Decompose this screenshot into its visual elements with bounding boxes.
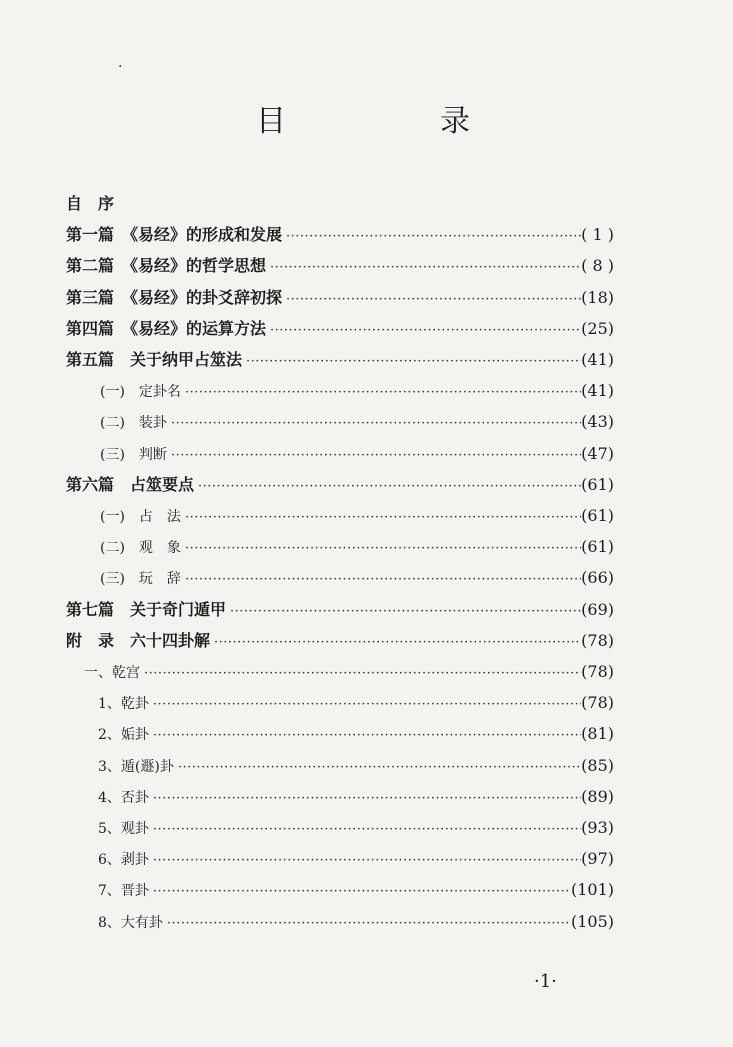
dot-leader	[167, 441, 581, 469]
toc-entry	[98, 844, 614, 874]
toc-entry	[98, 751, 614, 781]
toc-entry-page: (85)	[581, 755, 614, 775]
toc-entry	[98, 907, 614, 937]
toc-entry-label: 第六篇 占筮要点	[66, 474, 195, 494]
page-title: 目 录	[256, 104, 532, 139]
toc-entry-page: (101)	[570, 880, 614, 900]
toc-entry-page: (89)	[581, 786, 614, 806]
toc-entry	[100, 532, 614, 562]
toc-entry-page: (18)	[581, 287, 614, 307]
toc-entry-page: (97)	[581, 849, 614, 869]
toc-entry	[66, 189, 614, 219]
toc-entry	[98, 875, 614, 905]
toc-entry-page: (78)	[581, 693, 614, 713]
toc-entry	[100, 407, 614, 437]
toc-entry-label: 第四篇 《易经》的运算方法	[66, 318, 267, 338]
dot-leader	[163, 909, 571, 937]
toc-entry-label: 7、晋卦	[98, 883, 149, 900]
toc-entry-page: (41)	[581, 381, 614, 401]
toc-entry	[84, 657, 614, 687]
dot-leader	[181, 503, 581, 531]
toc-entry-label: (二) 装卦	[100, 415, 167, 432]
dot-leader	[149, 721, 581, 749]
dot-leader	[149, 815, 581, 843]
toc-entry-label: 第一篇 《易经》的形成和发展	[66, 225, 283, 245]
toc-entry	[66, 314, 614, 344]
toc-entry-page: (69)	[581, 599, 614, 619]
toc-entry	[100, 439, 614, 469]
toc-entry-page: (47)	[581, 443, 614, 463]
toc-entry-label: 第二篇 《易经》的哲学思想	[66, 256, 267, 276]
dot-leader	[282, 285, 581, 313]
toc-entry-label: (三) 玩 辞	[100, 571, 181, 588]
toc-entry	[66, 251, 614, 281]
toc-entry-page: (81)	[581, 724, 614, 744]
toc-entry	[100, 501, 614, 531]
toc-entry-label: 附 录 六十四卦解	[66, 630, 211, 650]
toc-entry-label: 1、乾卦	[98, 696, 149, 713]
toc-entry	[66, 345, 614, 375]
toc-entry-page: (41)	[581, 350, 614, 369]
dot-leader	[242, 347, 581, 375]
toc-entry-label: 第三篇 《易经》的卦爻辞初探	[66, 287, 283, 307]
toc-entry-page: (66)	[581, 568, 614, 588]
toc-entry	[98, 813, 614, 843]
toc-entry	[98, 782, 614, 812]
toc-entry-page: (105)	[570, 911, 614, 931]
toc-entry-label: 5、观卦	[98, 821, 149, 837]
toc-entry-label: 4、否卦	[98, 789, 149, 806]
toc-entry	[66, 220, 614, 250]
toc-entry	[66, 626, 614, 656]
dot-leader	[210, 628, 581, 656]
toc-entry-label: 一、乾宫	[84, 665, 140, 681]
dot-leader	[149, 846, 581, 874]
toc-entry-page: ( 1 )	[581, 225, 614, 245]
stray-mark: .	[118, 55, 123, 71]
toc-entry-label: 第七篇 关于奇门遁甲	[66, 599, 227, 619]
toc-entry-label: 3、遁(遯)卦	[98, 758, 174, 775]
toc-entry	[66, 470, 614, 500]
dot-leader	[266, 253, 581, 281]
dot-leader	[181, 534, 581, 562]
toc-entry-label: (二) 观 象	[100, 540, 181, 557]
dot-leader	[149, 784, 581, 812]
dot-leader	[282, 222, 581, 250]
toc-entry	[100, 376, 614, 406]
toc-entry-label: (一) 占 法	[100, 509, 181, 525]
toc-entry-label: (三) 判断	[100, 446, 167, 463]
toc-entry-label: 第五篇 关于纳甲占筮法	[66, 350, 243, 369]
toc-entry-page: (61)	[581, 537, 614, 557]
page-number: ·1·	[534, 971, 557, 992]
dot-leader	[174, 753, 581, 781]
dot-leader	[149, 877, 571, 905]
dot-leader	[194, 472, 581, 500]
toc-entry	[98, 688, 614, 718]
toc-entry-page: (61)	[581, 506, 614, 525]
toc-entry-label: 8、大有卦	[98, 914, 163, 931]
dot-leader	[140, 659, 581, 687]
toc-entry-label: 2、姤卦	[98, 727, 149, 744]
toc-entry	[66, 283, 614, 313]
dot-leader	[149, 690, 581, 718]
dot-leader	[167, 409, 581, 437]
toc-entry	[100, 563, 614, 593]
dot-leader	[181, 565, 581, 593]
toc-entry-page: (78)	[581, 662, 614, 681]
toc-entry-page: ( 8 )	[581, 256, 614, 276]
toc-entry-page: (93)	[581, 818, 614, 837]
toc-entry-label: 自 序	[66, 194, 115, 213]
toc-entry-page: (78)	[581, 630, 614, 650]
toc-entry	[66, 595, 614, 625]
dot-leader	[226, 597, 581, 625]
toc-entry-label: (一) 定卦名	[100, 384, 181, 401]
toc-entry-page: (43)	[581, 412, 614, 432]
toc-entry-label: 6、剥卦	[98, 852, 149, 869]
dot-leader	[181, 378, 581, 406]
dot-leader	[266, 316, 581, 344]
toc-entry-page: (25)	[581, 318, 614, 338]
toc-entry	[98, 719, 614, 749]
toc-entry-page: (61)	[581, 474, 614, 494]
